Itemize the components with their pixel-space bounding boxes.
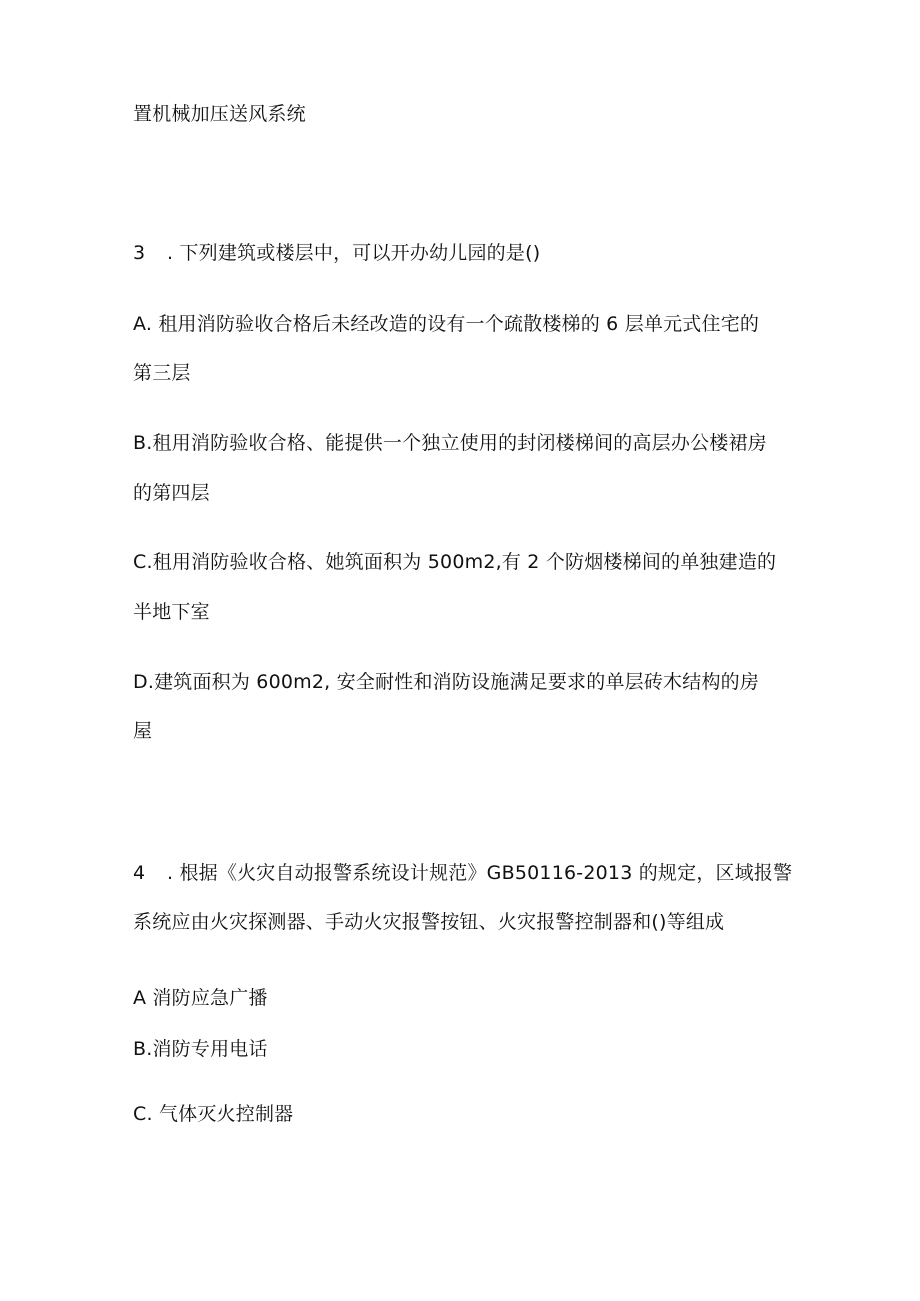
question-3-stem xyxy=(133,240,540,266)
q3-option-c-line-2: 半地下室 xyxy=(133,601,210,623)
q4-option-b: B.消防专用电话 xyxy=(133,1038,268,1060)
question-4-text: . 根据《火灾自动报警系统设计规范》GB50116-2013 的规定，区域报警 xyxy=(167,862,793,884)
question-3-text: . 下列建筑或楼层中，可以开办幼儿园的是() xyxy=(167,242,541,264)
q3-option-b-line-2: 的第四层 xyxy=(133,482,210,504)
question-4-stem-line-1 xyxy=(133,860,792,886)
question-4-number: 4 xyxy=(133,862,146,884)
q3-option-d-line-1: D.建筑面积为 600m2, 安全耐性和消防设施满足要求的单层砖木结构的房 xyxy=(133,671,760,693)
question-4-stem-line-2: 系统应由火灾探测器、手动火灾报警按钮、火灾报警控制器和()等组成 xyxy=(133,911,725,933)
question-3-number: 3 xyxy=(133,242,146,264)
q3-option-d-line-2: 屋 xyxy=(133,720,153,742)
q4-option-a: A 消防应急广播 xyxy=(133,987,268,1009)
continuation-text: 置机械加压送风系统 xyxy=(133,103,306,125)
q3-option-a-line-2: 第三层 xyxy=(133,362,191,384)
q3-option-c-line-1: C.租用消防验收合格、她筑面积为 500m2,有 2 个防烟楼梯间的单独建造的 xyxy=(133,551,777,573)
q4-option-c: C. 气体灭火控制器 xyxy=(133,1103,294,1125)
q3-option-b-line-1: B.租用消防验收合格、能提供一个独立使用的封闭楼梯间的高层办公楼裙房 xyxy=(133,432,767,454)
q3-option-a-line-1: A. 租用消防验收合格后未经改造的设有一个疏散楼梯的 6 层单元式住宅的 xyxy=(133,313,760,335)
